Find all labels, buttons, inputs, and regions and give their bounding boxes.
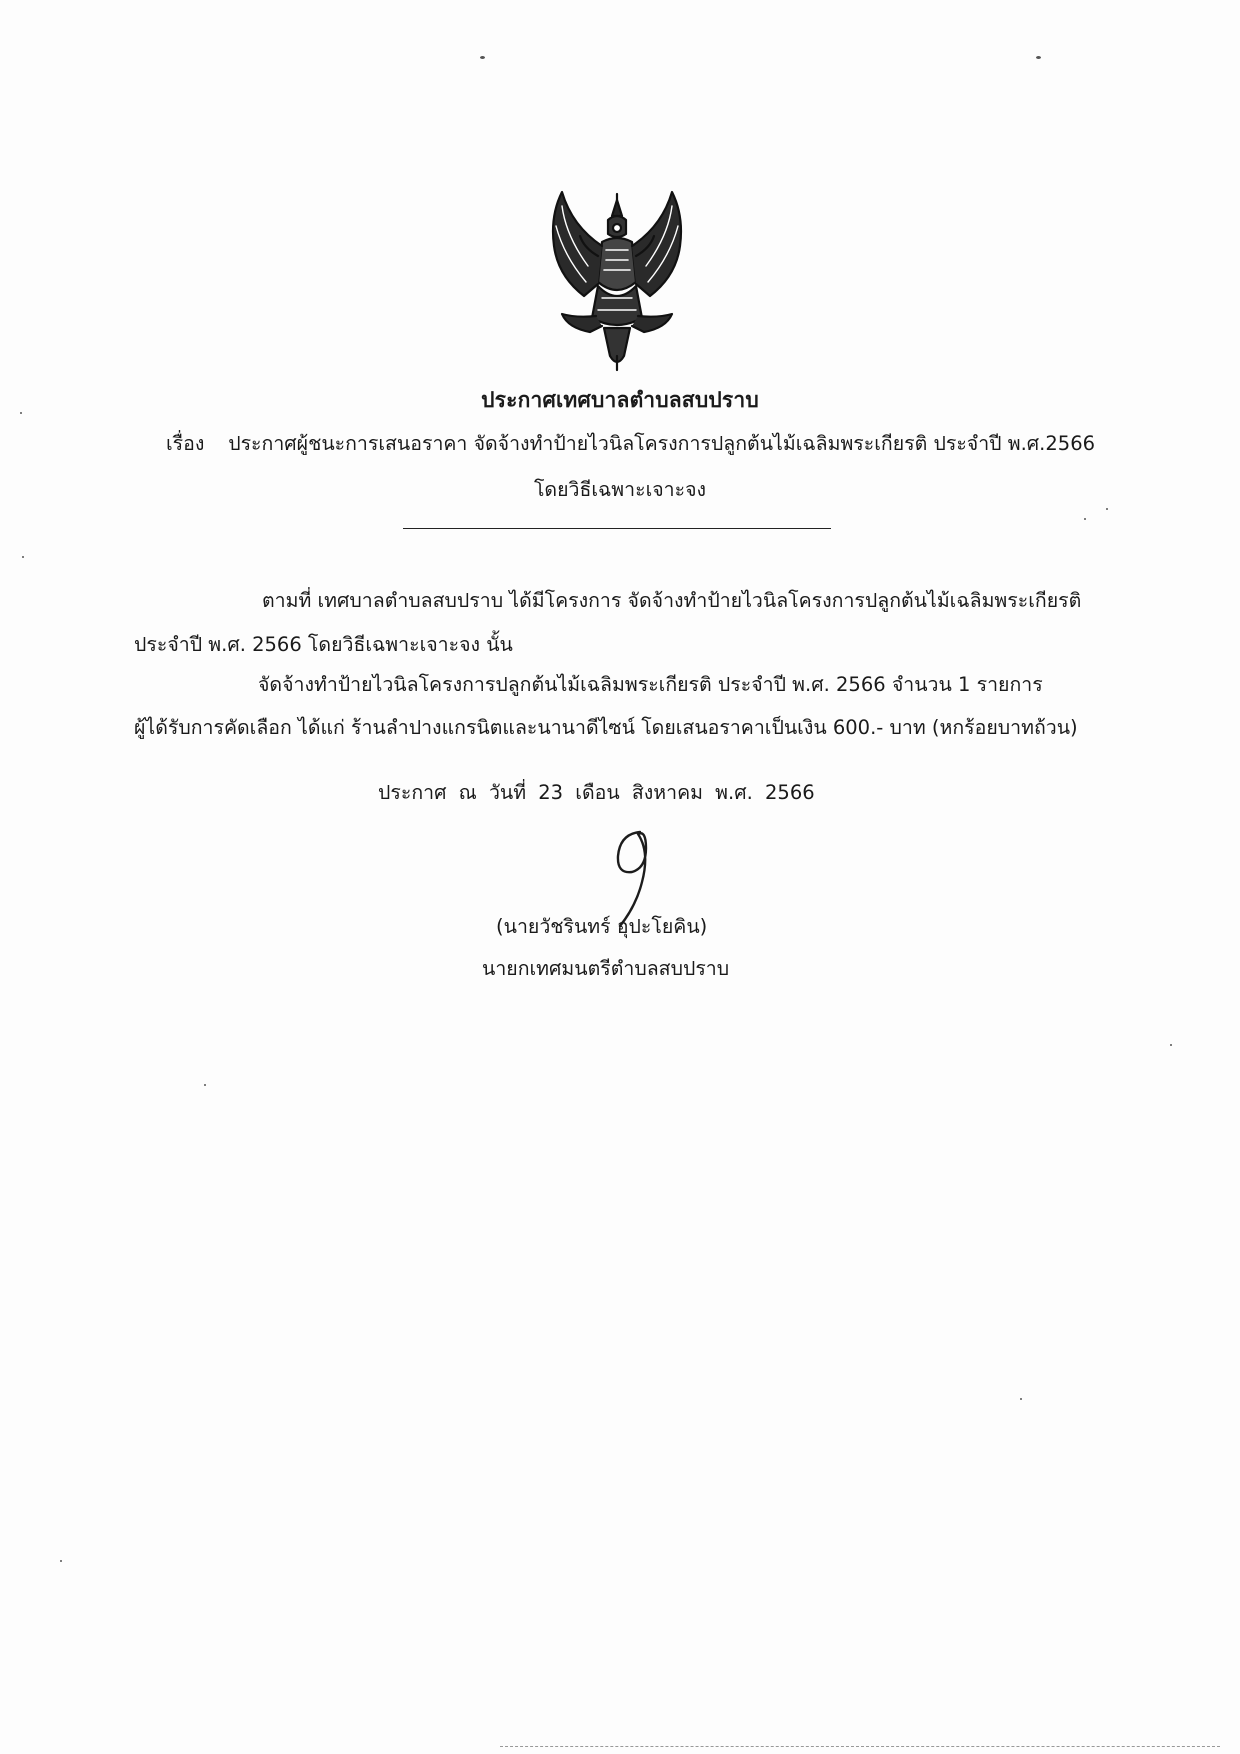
scan-speck bbox=[1036, 56, 1041, 59]
separator-line bbox=[403, 528, 831, 529]
subject-label: เรื่อง bbox=[166, 432, 205, 455]
scan-speck bbox=[480, 56, 485, 59]
garuda-emblem-icon bbox=[532, 186, 702, 372]
signer-name: (นายวัชรินทร์ อุปะโยคิน) bbox=[496, 915, 708, 938]
scan-speck bbox=[1020, 1398, 1022, 1400]
announcement-heading: ประกาศเทศบาลตำบลสบปราบ bbox=[481, 388, 759, 412]
paragraph-2-line-1: จัดจ้างทำป้ายไวนิลโครงการปลูกต้นไม้เฉลิมพระเกียรติ ประจำปี พ.ศ. 2566 จำนวน 1 รายการ bbox=[258, 673, 1043, 696]
paragraph-1-line-2: ประจำปี พ.ศ. 2566 โดยวิธีเฉพาะเจาะจง นั้น bbox=[134, 633, 513, 656]
subject-line bbox=[166, 428, 1106, 459]
scan-speck bbox=[1106, 508, 1108, 510]
scan-speck bbox=[22, 556, 24, 558]
scan-edge-noise bbox=[500, 1746, 1220, 1747]
announcement-date: ประกาศ ณ วันที่ 23 เดือน สิงหาคม พ.ศ. 2566 bbox=[378, 781, 815, 804]
scan-speck bbox=[204, 1084, 206, 1086]
scan-speck bbox=[1170, 1044, 1172, 1046]
scan-speck bbox=[20, 412, 22, 414]
paragraph-1-line-1: ตามที่ เทศบาลตำบลสบปราบ ได้มีโครงการ จัดจ้างทำป้ายไวนิลโครงการปลูกต้นไม้เฉลิมพระเกียรติ bbox=[262, 589, 1082, 612]
subject-text: ประกาศผู้ชนะการเสนอราคา จัดจ้างทำป้ายไวนิลโครงการปลูกต้นไม้เฉลิมพระเกียรติ ประจำปี พ.ศ.2566 bbox=[228, 432, 1096, 455]
scan-speck bbox=[1084, 518, 1086, 520]
scan-speck bbox=[60, 1560, 62, 1562]
signer-position: นายกเทศมนตรีตำบลสบปราบ bbox=[482, 957, 730, 980]
procurement-method: โดยวิธีเฉพาะเจาะจง bbox=[533, 478, 707, 501]
paragraph-2-line-2: ผู้ได้รับการคัดเลือก ได้แก่ ร้านลำปางแกรนิตและนานาดีไซน์ โดยเสนอราคาเป็นเงิน 600.- บาท (หกร้อยบาทถ้วน) bbox=[134, 716, 1078, 739]
